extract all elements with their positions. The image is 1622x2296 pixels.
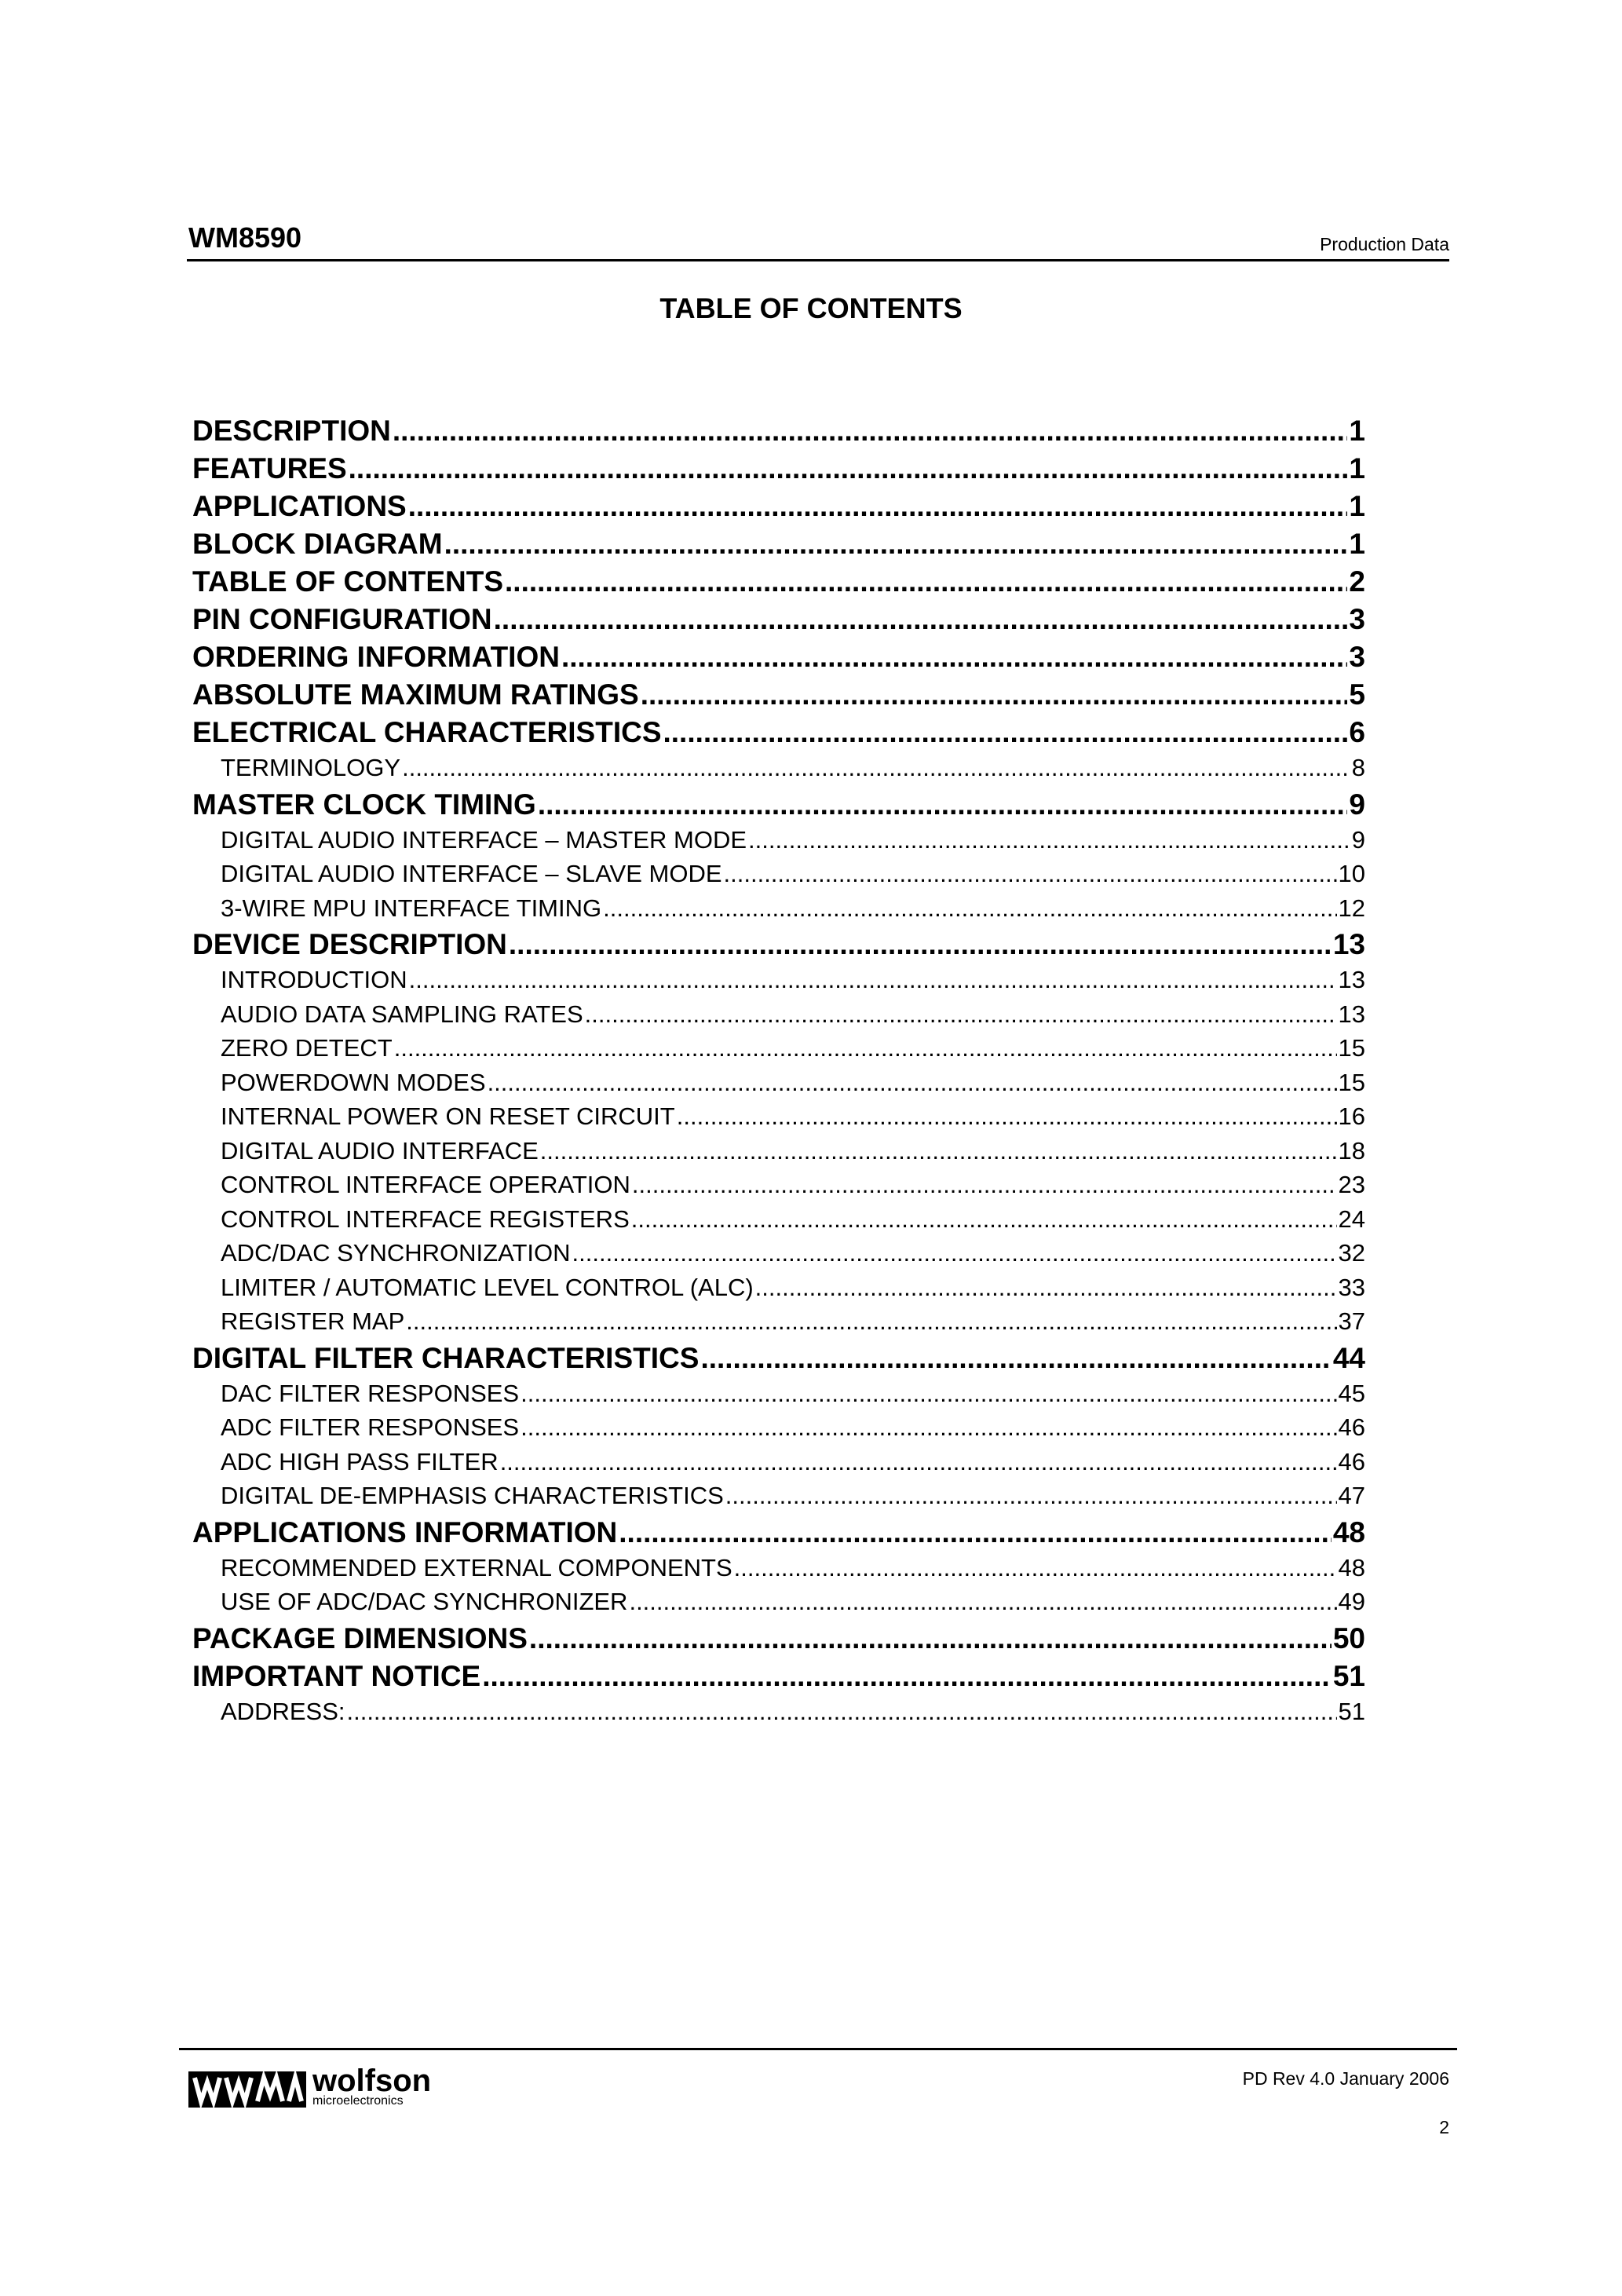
table-of-contents [192,415,1365,1731]
toc-dot-leader [632,1171,1337,1199]
toc-entry-page: 48 [1332,1515,1365,1548]
toc-entry-page: 18 [1338,1136,1365,1164]
toc-section-entry[interactable] [192,641,1365,678]
toc-dot-leader [488,1069,1337,1097]
toc-dot-leader [572,1239,1337,1267]
toc-entry-label: CONTROL INTERFACE REGISTERS [221,1205,630,1233]
toc-dot-leader [402,754,1350,782]
toc-entry-page: 10 [1338,860,1365,887]
toc-entry-label: ORDERING INFORMATION [192,641,560,673]
toc-subsection-entry[interactable] [192,1137,1365,1172]
toc-subsection-entry[interactable] [192,1482,1365,1516]
toc-dot-leader [393,415,1348,448]
toc-dot-leader [603,894,1336,923]
toc-entry-page: 1 [1349,452,1365,484]
toc-subsection-entry[interactable] [192,1554,1365,1589]
toc-subsection-entry[interactable] [192,1205,1365,1240]
toc-entry-page: 24 [1338,1205,1365,1233]
toc-dot-leader [394,1034,1337,1062]
toc-entry-page: 51 [1338,1697,1365,1725]
page-title: TABLE OF CONTENTS [659,292,963,324]
toc-subsection-entry[interactable] [192,860,1365,894]
toc-entry-page: 47 [1338,1482,1365,1509]
toc-dot-leader [540,1137,1337,1165]
toc-section-entry[interactable] [192,678,1365,716]
toc-entry-label: APPLICATIONS [192,490,407,522]
toc-subsection-entry[interactable] [192,1102,1365,1137]
toc-entry-label: DIGITAL FILTER CHARACTERISTICS [192,1341,700,1374]
toc-entry-page: 3 [1349,641,1365,673]
toc-entry-label: USE OF ADC/DAC SYNCHRONIZER [221,1588,628,1615]
toc-entry-page: 51 [1332,1659,1365,1692]
wolfson-logo [188,2065,431,2108]
toc-entry-label: LIMITER / AUTOMATIC LEVEL CONTROL (ALC) [221,1273,754,1301]
toc-dot-leader [748,826,1350,854]
toc-entry-page: 1 [1349,528,1365,560]
toc-entry-label: MASTER CLOCK TIMING [192,788,536,821]
toc-entry-label: RECOMMENDED EXTERNAL COMPONENTS [221,1553,732,1581]
toc-entry-page: 15 [1338,1068,1365,1096]
toc-section-entry[interactable] [192,1342,1365,1380]
toc-entry-page: 5 [1349,678,1365,711]
toc-entry-page: 23 [1338,1171,1365,1198]
toc-entry-label: REGISTER MAP [221,1307,405,1335]
toc-entry-label: FEATURES [192,452,347,484]
toc-entry-page: 48 [1338,1553,1365,1581]
toc-entry-label: INTERNAL POWER ON RESET CIRCUIT [221,1102,675,1130]
toc-section-entry[interactable] [192,1660,1365,1698]
toc-dot-leader [509,928,1332,961]
toc-dot-leader [641,678,1348,711]
toc-entry-page: 32 [1338,1239,1365,1267]
toc-entry-page: 9 [1349,788,1365,821]
toc-entry-page: 33 [1338,1273,1365,1301]
toc-entry-label: DIGITAL AUDIO INTERFACE [221,1136,539,1164]
toc-entry-label: ADC HIGH PASS FILTER [221,1447,499,1475]
wolfson-logo-mark-icon [188,2071,306,2108]
toc-entry-label: ADDRESS: [221,1697,345,1725]
toc-subsection-entry[interactable] [192,1413,1365,1448]
toc-dot-leader [482,1660,1332,1693]
toc-dot-leader [619,1516,1332,1549]
header-divider [187,259,1449,261]
toc-entry-page: 2 [1349,565,1365,598]
toc-dot-leader [663,716,1348,749]
toc-dot-leader [521,1380,1336,1408]
toc-dot-leader [734,1554,1337,1582]
toc-entry-label: TABLE OF CONTENTS [192,565,504,598]
toc-section-entry[interactable] [192,415,1365,452]
toc-entry-label: PACKAGE DIMENSIONS [192,1621,528,1654]
toc-entry-page: 50 [1332,1621,1365,1654]
toc-entry-label: CONTROL INTERFACE OPERATION [221,1171,630,1198]
toc-entry-page: 6 [1349,716,1365,748]
toc-entry-label: INTRODUCTION [221,966,407,993]
toc-subsection-entry[interactable] [192,1588,1365,1622]
toc-dot-leader [349,452,1348,485]
toc-entry-label: PIN CONFIGURATION [192,603,492,635]
toc-entry-label: DIGITAL AUDIO INTERFACE – SLAVE MODE [221,860,722,887]
toc-section-entry[interactable] [192,452,1365,490]
toc-section-entry[interactable] [192,716,1365,754]
toc-entry-page: 1 [1349,490,1365,522]
toc-section-entry[interactable] [192,490,1365,528]
toc-section-entry[interactable] [192,1516,1365,1554]
toc-entry-label: BLOCK DIAGRAM [192,528,443,560]
toc-dot-leader [724,860,1337,888]
toc-entry-label: IMPORTANT NOTICE [192,1659,481,1692]
toc-dot-leader [521,1413,1336,1442]
toc-entry-page: 13 [1332,928,1365,960]
toc-entry-label: TERMINOLOGY [221,754,401,781]
toc-entry-label: ADC/DAC SYNCHRONIZATION [221,1239,571,1267]
toc-subsection-entry[interactable] [192,1307,1365,1342]
toc-subsection-entry[interactable] [192,1034,1365,1069]
toc-dot-leader [631,1205,1337,1234]
toc-dot-leader [408,490,1348,523]
toc-dot-leader [346,1698,1336,1726]
toc-entry-page: 3 [1349,603,1365,635]
toc-dot-leader [409,966,1337,994]
toc-dot-leader [538,788,1348,821]
toc-section-entry[interactable] [192,565,1365,603]
toc-entry-label: DIGITAL AUDIO INTERFACE – MASTER MODE [221,825,747,854]
toc-dot-leader [677,1102,1337,1131]
toc-entry-page: 49 [1338,1588,1365,1615]
toc-subsection-entry[interactable] [192,894,1365,929]
logo-wordmark: wolfson [312,2064,432,2098]
toc-section-entry[interactable] [192,1622,1365,1660]
toc-entry-page: 44 [1332,1341,1365,1374]
toc-entry-label: ABSOLUTE MAXIMUM RATINGS [192,678,639,711]
toc-entry-page: 37 [1338,1307,1365,1335]
toc-section-entry[interactable] [192,603,1365,641]
toc-dot-leader [725,1482,1337,1510]
toc-subsection-entry[interactable] [192,1274,1365,1308]
toc-dot-leader [505,565,1347,598]
toc-dot-leader [529,1622,1332,1655]
toc-dot-leader [444,528,1348,561]
toc-entry-page: 9 [1351,825,1365,854]
toc-entry-page: 46 [1338,1413,1365,1441]
toc-entry-label: ELECTRICAL CHARACTERISTICS [192,716,662,748]
toc-dot-leader [561,641,1347,674]
toc-subsection-entry[interactable] [192,1239,1365,1274]
document-revision: PD Rev 4.0 January 2006 [1242,2068,1449,2089]
toc-subsection-entry[interactable] [192,1380,1365,1414]
toc-entry-label: DESCRIPTION [192,415,391,447]
toc-subsection-entry[interactable] [192,1171,1365,1205]
toc-entry-label: ZERO DETECT [221,1034,393,1062]
toc-subsection-entry[interactable] [192,1069,1365,1103]
toc-entry-page: 45 [1338,1379,1365,1407]
toc-section-entry[interactable] [192,928,1365,966]
toc-subsection-entry[interactable] [192,1448,1365,1483]
toc-dot-leader [494,603,1348,636]
toc-entry-label: 3-WIRE MPU INTERFACE TIMING [221,894,602,922]
toc-entry-label: AUDIO DATA SAMPLING RATES [221,1000,583,1028]
toc-entry-page: 46 [1338,1447,1365,1475]
toc-entry-label: DIGITAL DE-EMPHASIS CHARACTERISTICS [221,1482,724,1509]
toc-entry-page: 16 [1338,1102,1365,1130]
toc-entry-label: ADC FILTER RESPONSES [221,1413,520,1441]
toc-dot-leader [629,1588,1336,1616]
toc-subsection-entry[interactable] [192,754,1365,788]
toc-entry-page: 1 [1349,415,1365,447]
toc-dot-leader [700,1342,1331,1375]
toc-dot-leader [406,1307,1336,1336]
part-number: WM8590 [188,221,302,254]
toc-entry-label: APPLICATIONS INFORMATION [192,1515,618,1548]
toc-section-entry[interactable] [192,528,1365,565]
logo-subtitle: microelectronics [312,2094,404,2108]
toc-section-entry[interactable] [192,788,1365,826]
toc-entry-page: 8 [1351,754,1365,781]
document-status: Production Data [1320,234,1449,254]
toc-dot-leader [755,1274,1337,1302]
toc-entry-page: 13 [1338,1000,1365,1028]
toc-subsection-entry[interactable] [192,966,1365,1000]
toc-subsection-entry[interactable] [192,1698,1365,1732]
toc-entry-page: 13 [1338,966,1365,993]
toc-dot-leader [500,1448,1337,1476]
toc-entry-page: 15 [1338,1034,1365,1062]
toc-subsection-entry[interactable] [192,1000,1365,1035]
toc-entry-label: DEVICE DESCRIPTION [192,928,507,960]
footer-divider [179,2048,1457,2050]
toc-entry-page: 12 [1338,894,1365,922]
page-number: 2 [1439,2117,1449,2137]
toc-entry-label: DAC FILTER RESPONSES [221,1379,520,1407]
toc-entry-label: POWERDOWN MODES [221,1068,486,1096]
toc-subsection-entry[interactable] [192,826,1365,861]
toc-dot-leader [585,1000,1337,1029]
